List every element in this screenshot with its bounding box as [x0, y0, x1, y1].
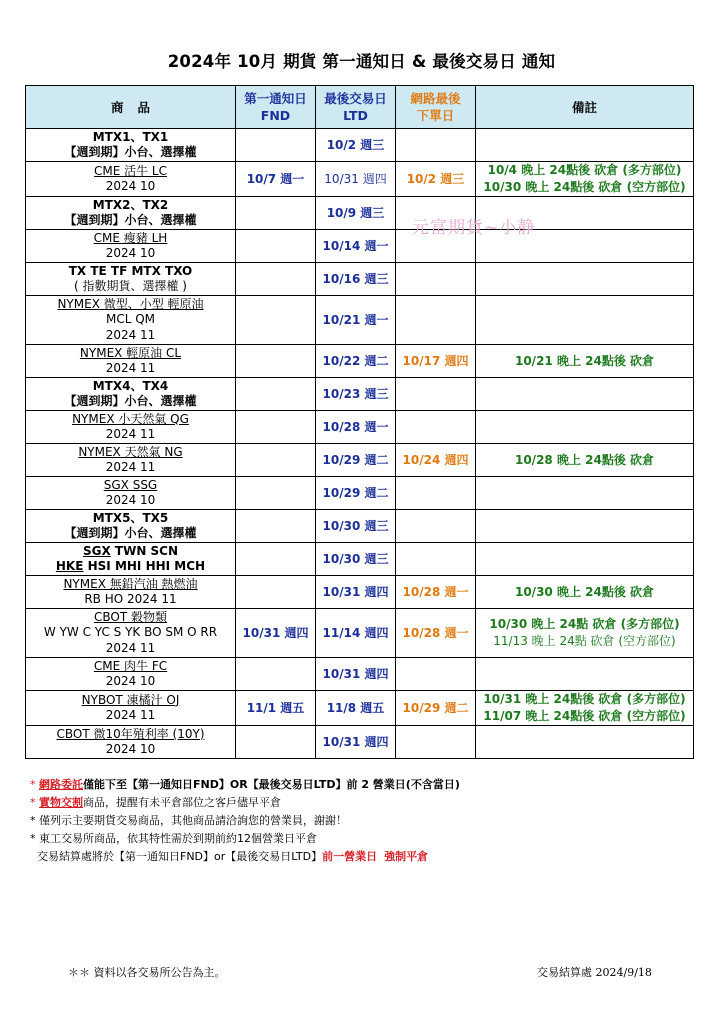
ltd-cell: 10/23 週三	[316, 378, 396, 411]
fnd-cell	[236, 444, 316, 477]
web-cell: 10/24 週四	[396, 444, 476, 477]
fnd-cell	[236, 576, 316, 609]
header-fnd: 第一通知日 FND	[236, 86, 316, 129]
web-cell: 10/17 週四	[396, 345, 476, 378]
table-row	[26, 162, 694, 197]
product-cell: NYMEX 無鉛汽油 熱燃油 RB HO 2024 11	[26, 576, 236, 609]
table-row	[26, 543, 694, 576]
note-cell	[476, 658, 694, 691]
note-cell	[476, 726, 694, 759]
note-cell	[476, 263, 694, 296]
footer-date: 交易結算處 2024/9/18	[537, 966, 652, 979]
table-header-row	[26, 86, 694, 129]
footnote-3: * 僅列示主要期貨交易商品，其他商品請洽詢您的營業員，謝謝！	[30, 814, 347, 827]
note-cell: 10/21 晚上 24點後 砍倉	[476, 345, 694, 378]
product-cell: SGX TWN SCN HKE HSI MHI HHI MCH	[26, 543, 236, 576]
note-cell	[476, 411, 694, 444]
fnd-cell	[236, 296, 316, 345]
web-cell	[396, 477, 476, 510]
footnote-2: * 實物交割商品，提醒有未平倉部位之客戶儘早平倉	[30, 796, 281, 809]
table-row	[26, 726, 694, 759]
ltd-cell: 10/9 週三	[316, 197, 396, 230]
fnd-cell	[236, 263, 316, 296]
page-title: 2024年 10月 期貨 第一通知日 & 最後交易日 通知	[167, 52, 556, 71]
ltd-cell: 10/29 週二	[316, 477, 396, 510]
fnd-cell: 10/7 週一	[236, 162, 316, 197]
web-cell	[396, 726, 476, 759]
product-cell: NYMEX 天然氣 NG 2024 11	[26, 444, 236, 477]
web-cell: 10/28 週一	[396, 576, 476, 609]
note-cell: 10/30 晚上 24點後 砍倉	[476, 576, 694, 609]
product-cell: NYMEX 小天然氣 QG 2024 11	[26, 411, 236, 444]
fnd-cell: 11/1 週五	[236, 691, 316, 726]
table-row	[26, 658, 694, 691]
ltd-cell: 10/14 週一	[316, 230, 396, 263]
note-cell: 10/4 晚上 24點後 砍倉 (多方部位) 10/30 晚上 24點後 砍倉 (空方部位)	[476, 162, 694, 197]
fnd-cell	[236, 129, 316, 162]
ltd-cell: 10/31 週四	[316, 658, 396, 691]
web-cell	[396, 411, 476, 444]
note-cell	[476, 378, 694, 411]
web-cell	[396, 296, 476, 345]
ltd-cell: 10/22 週二	[316, 345, 396, 378]
footnote-1: * 網路委託僅能下至【第一通知日FND】OR【最後交易日LTD】前 2 營業日(不含當日)	[30, 778, 460, 791]
ltd-cell: 10/31 週四	[316, 162, 396, 197]
product-cell: CBOT 微10年殖利率 (10Y) 2024 10	[26, 726, 236, 759]
product-cell: NYMEX 輕原油 CL 2024 11	[26, 345, 236, 378]
table-row	[26, 263, 694, 296]
ltd-cell: 11/14 週四	[316, 609, 396, 658]
product-cell: CME 活牛 LC 2024 10	[26, 162, 236, 197]
header-ltd: 最後交易日 LTD	[316, 86, 396, 129]
footnote-5: 交易結算處將於【第一通知日FND】or【最後交易日LTD】前一營業日 強制平倉	[37, 850, 429, 863]
note-cell	[476, 510, 694, 543]
table-row	[26, 444, 694, 477]
fnd-cell: 10/31 週四	[236, 609, 316, 658]
web-cell: 10/2 週三	[396, 162, 476, 197]
fnd-cell	[236, 197, 316, 230]
web-cell: 10/29 週二	[396, 691, 476, 726]
product-cell: CME 肉牛 FC 2024 10	[26, 658, 236, 691]
note-cell	[476, 296, 694, 345]
fnd-cell	[236, 726, 316, 759]
table-row	[26, 576, 694, 609]
ltd-cell: 10/30 週三	[316, 510, 396, 543]
note-cell	[476, 543, 694, 576]
product-cell: MTX1、TX1 【週到期】小台、選擇權	[26, 129, 236, 162]
ltd-cell: 11/8 週五	[316, 691, 396, 726]
ltd-cell: 10/31 週四	[316, 576, 396, 609]
ltd-cell: 10/2 週三	[316, 129, 396, 162]
product-cell: CME 瘦豬 LH 2024 10	[26, 230, 236, 263]
product-cell: MTX2、TX2 【週到期】小台、選擇權	[26, 197, 236, 230]
header-web-last-order: 網路最後 下單日	[396, 86, 476, 129]
fnd-cell	[236, 230, 316, 263]
web-cell	[396, 129, 476, 162]
footer-disclaimer: ＊＊ 資料以各交易所公告為主。	[68, 966, 226, 979]
fnd-cell	[236, 345, 316, 378]
product-cell: NYBOT 凍橘汁 OJ 2024 11	[26, 691, 236, 726]
table-row	[26, 197, 694, 230]
table-row	[26, 411, 694, 444]
watermark-text: 元富期貨~小静	[412, 218, 536, 238]
table-row	[26, 510, 694, 543]
web-cell: 10/28 週一	[396, 609, 476, 658]
footnotes	[30, 776, 460, 866]
product-cell: CBOT 穀物類 W YW C YC S YK BO SM O RR 2024 11	[26, 609, 236, 658]
table-row	[26, 345, 694, 378]
product-cell: TX TE TF MTX TXO ( 指數期貨、選擇權 )	[26, 263, 236, 296]
product-cell: NYMEX 微型、小型 輕原油 MCL QM 2024 11	[26, 296, 236, 345]
header-product: 商品	[26, 86, 236, 129]
web-cell	[396, 263, 476, 296]
fnd-cell	[236, 658, 316, 691]
web-cell	[396, 378, 476, 411]
product-cell: MTX5、TX5 【週到期】小台、選擇權	[26, 510, 236, 543]
ltd-cell: 10/16 週三	[316, 263, 396, 296]
note-cell: 10/30 晚上 24點 砍倉 (多方部位) 11/13 晚上 24點 砍倉 (空方部位)	[476, 609, 694, 658]
ltd-cell: 10/29 週二	[316, 444, 396, 477]
note-cell	[476, 477, 694, 510]
header-note: 備註	[476, 86, 694, 129]
table-row	[26, 609, 694, 658]
ltd-cell: 10/28 週一	[316, 411, 396, 444]
note-cell	[476, 129, 694, 162]
table-row	[26, 230, 694, 263]
web-cell	[396, 543, 476, 576]
note-cell: 10/28 晚上 24點後 砍倉	[476, 444, 694, 477]
ltd-cell: 10/31 週四	[316, 726, 396, 759]
fnd-cell	[236, 510, 316, 543]
table-row	[26, 477, 694, 510]
web-cell	[396, 658, 476, 691]
product-cell: MTX4、TX4 【週到期】小台、選擇權	[26, 378, 236, 411]
table-row	[26, 378, 694, 411]
ltd-cell: 10/30 週三	[316, 543, 396, 576]
product-cell: SGX SSG 2024 10	[26, 477, 236, 510]
fnd-cell	[236, 411, 316, 444]
table-row	[26, 691, 694, 726]
ltd-cell: 10/21 週一	[316, 296, 396, 345]
fnd-cell	[236, 543, 316, 576]
footnote-4: * 東工交易所商品，依其特性需於到期前約12個營業日平倉	[30, 832, 317, 845]
note-cell: 10/31 晚上 24點後 砍倉 (多方部位) 11/07 晚上 24點後 砍倉 (空方部位)	[476, 691, 694, 726]
web-cell	[396, 510, 476, 543]
table-row	[26, 296, 694, 345]
fnd-cell	[236, 378, 316, 411]
fnd-cell	[236, 477, 316, 510]
table-row	[26, 129, 694, 162]
expiry-table	[25, 85, 694, 759]
